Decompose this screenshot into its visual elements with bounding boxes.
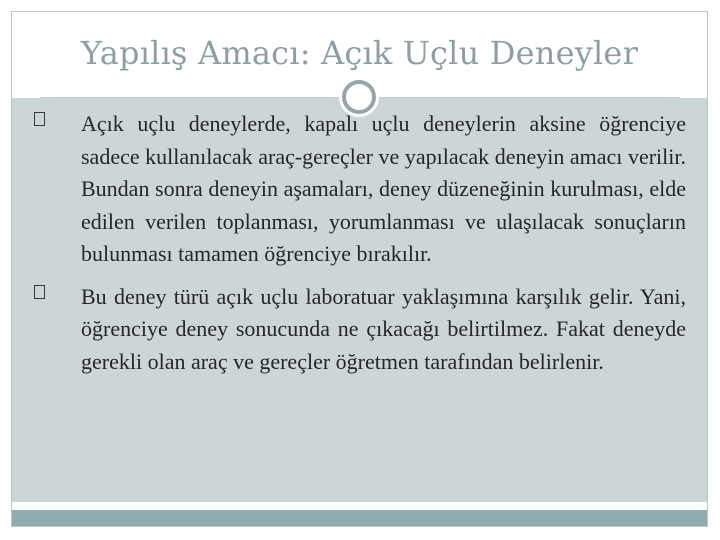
bullet-list	[34, 108, 686, 388]
slide	[11, 11, 708, 527]
bullet-item-2	[34, 281, 686, 379]
bullet-text-2: Bu deney türü açık uçlu laboratuar yaklaşımına karşılık gelir. Yani, öğrenciye deney sonucunda ne çıkacağı belirtilmez. Fakat deneyde gerekli olan araç ve gereçler öğretmen tarafından belirlenir.	[81, 283, 686, 374]
square-bullet-icon	[34, 112, 45, 126]
bottom-bar	[12, 510, 707, 526]
slide-title: Yapılış Amacı: Açık Uçlu Deneyler	[80, 34, 639, 72]
square-bullet-icon	[34, 285, 45, 299]
bullet-text-1: Açık uçlu deneylerde, kapalı uçlu deneylerin aksine öğrenciye sadece kullanılacak araç-gereçler ve yapılacak deneyin amacı verilir. Bundan sonra deneyin aşamaları, deney düzeneğinin kurulması, elde edilen verilen toplanması, yorumlanması ve ulaşılacak sonuçların bulunması tamamen öğrenciye bırakılır.	[81, 111, 686, 266]
bullet-item-1	[34, 108, 686, 271]
